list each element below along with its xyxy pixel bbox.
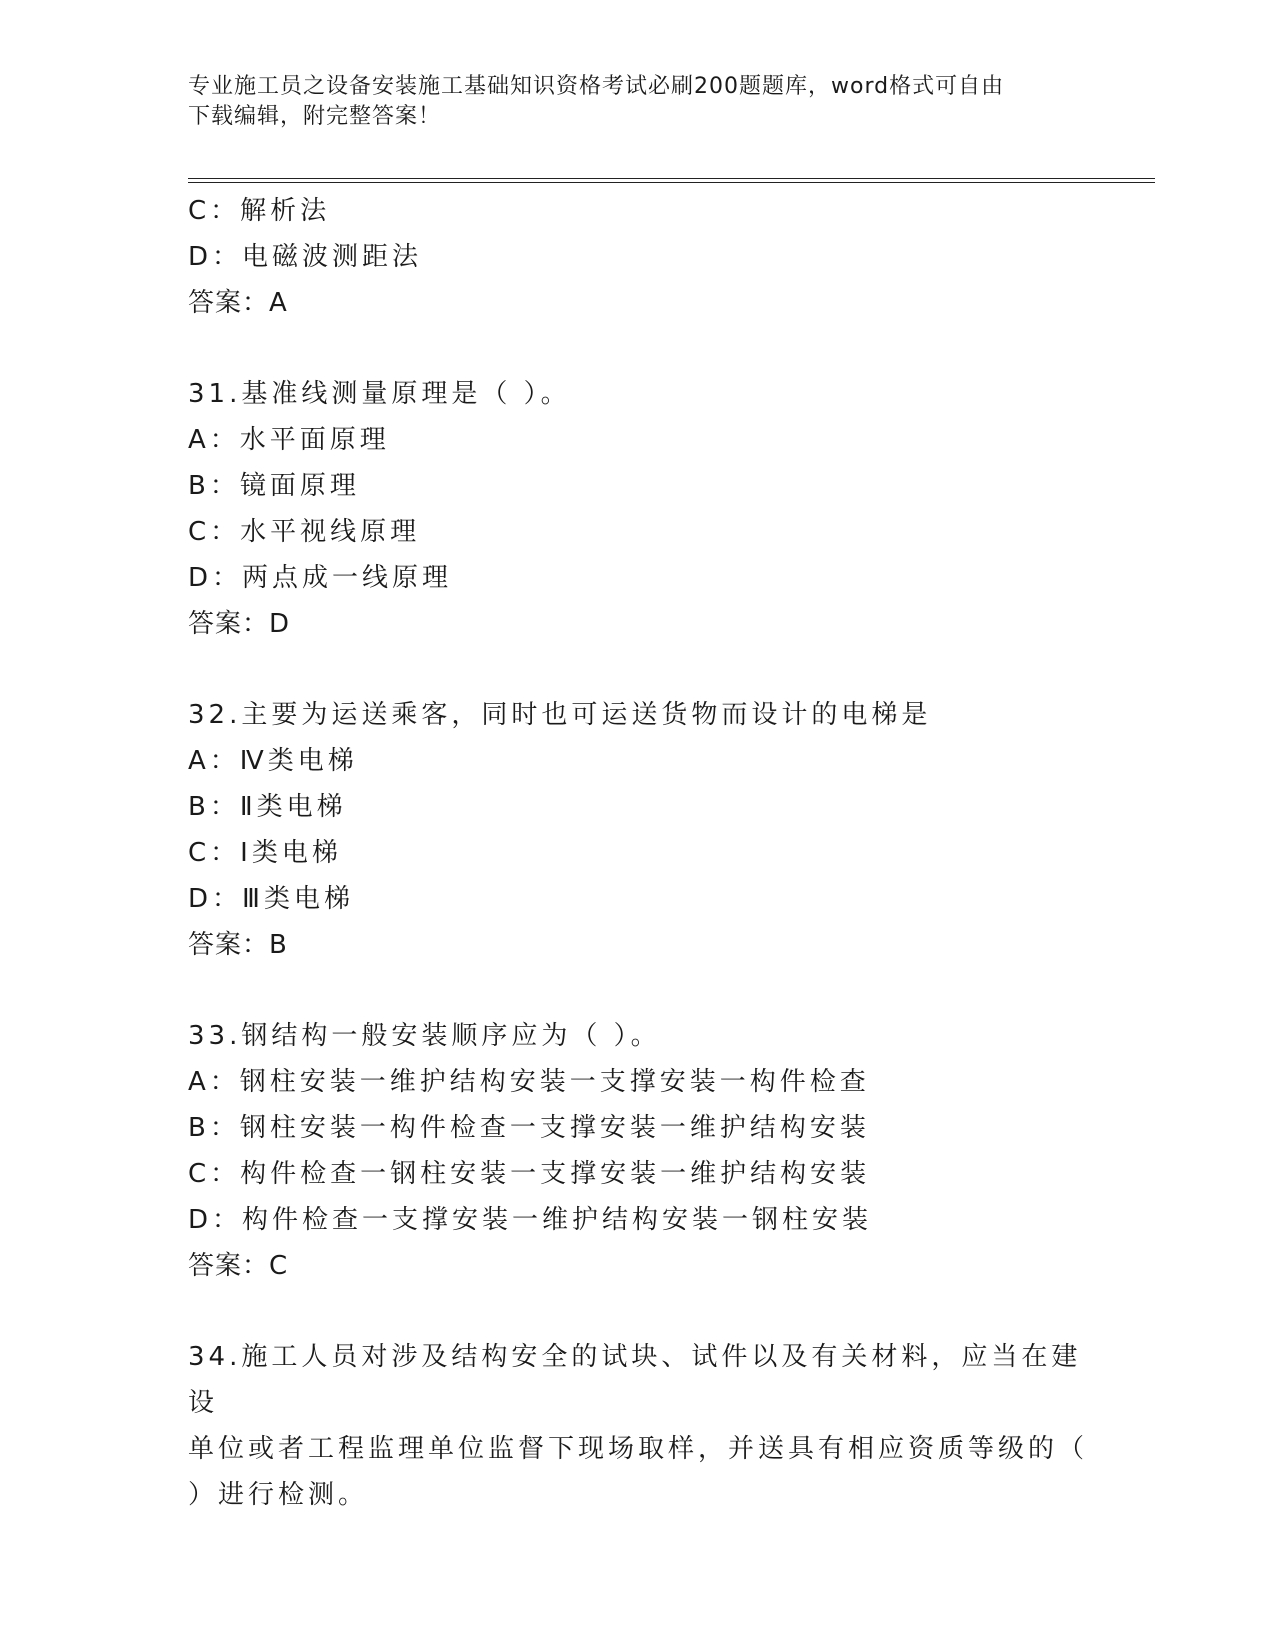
option-d: D：构件检查一支撑安装一维护结构安装一钢柱安装 [188,1205,873,1235]
spacer [188,1289,1088,1334]
document-header [188,72,1088,132]
option-a: A：水平面原理 [188,425,390,455]
answer: 答案：A [188,288,288,318]
option-d: D：电磁波测距法 [188,242,423,272]
header-line-1: 专业施工员之设备安装施工基础知识资格考试必刷200题题库，word格式可自由 [188,74,1005,99]
option-c: C：Ⅰ类电梯 [188,838,342,868]
option-c: C：水平视线原理 [188,517,421,547]
spacer [188,647,1088,692]
option-c: C：解析法 [188,196,331,226]
spacer [188,968,1088,1013]
question-stem-line-3: ）进行检测。 [188,1480,369,1510]
option-a: A：Ⅳ类电梯 [188,746,358,776]
option-d: D：两点成一线原理 [188,563,453,593]
question-32 [188,692,1088,968]
question-list [188,188,1088,1518]
answer: 答案：C [188,1251,289,1281]
question-33 [188,1013,1088,1289]
option-a: A：钢柱安装一维护结构安装一支撑安装一构件检查 [188,1067,870,1097]
option-b: B：镜面原理 [188,471,360,501]
answer: 答案：D [188,609,291,639]
option-b: B：Ⅱ类电梯 [188,792,347,822]
spacer [188,326,1088,371]
question-stem-line-2: 单位或者工程监理单位监督下现场取样，并送具有相应资质等级的（ [188,1434,1089,1464]
option-c: C：构件检查一钢柱安装一支撑安装一维护结构安装 [188,1159,871,1189]
question-31 [188,371,1088,647]
option-b: B：钢柱安装一构件检查一支撑安装一维护结构安装 [188,1113,870,1143]
question-stem-line-1: 34.施工人员对涉及结构安全的试块、试件以及有关材料，应当在建设 [188,1342,1082,1418]
question-stem: 31.基准线测量原理是（ ）。 [188,379,571,409]
option-d: D：Ⅲ类电梯 [188,884,354,914]
question-stem: 32.主要为运送乘客，同时也可运送货物而设计的电梯是 [188,700,932,730]
question-34 [188,1334,1088,1518]
question-30 [188,188,1088,326]
header-divider [188,178,1155,183]
question-stem: 33.钢结构一般安装顺序应为（ ）。 [188,1021,661,1051]
header-line-2: 下载编辑，附完整答案！ [188,104,442,129]
answer: 答案：B [188,930,288,960]
